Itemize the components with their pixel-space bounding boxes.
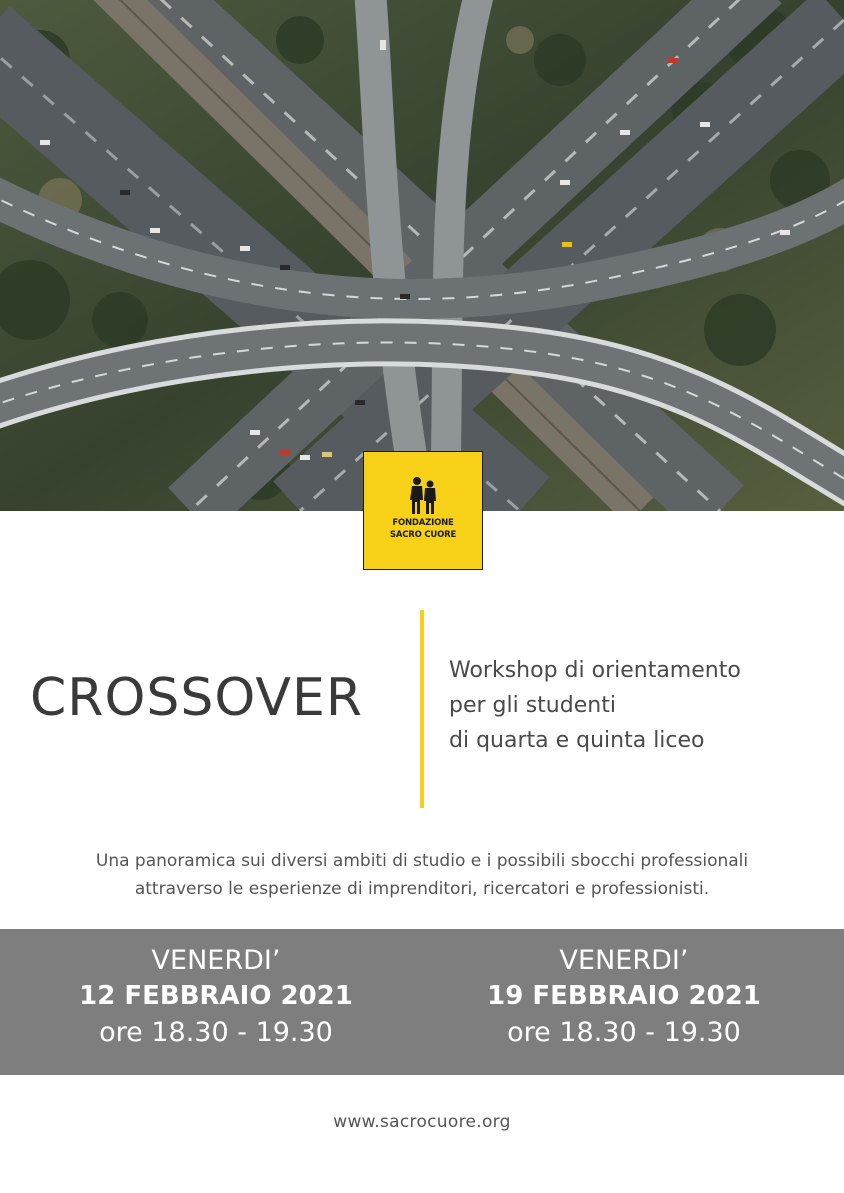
children-silhouette-icon: [408, 476, 438, 516]
hero-photo-highway-interchange: [0, 0, 844, 511]
event-day: VENERDI’: [559, 945, 689, 976]
logo-text-line2: SACRO CUORE: [389, 530, 457, 540]
event-time: ore 18.30 - 19.30: [99, 1017, 333, 1048]
event-date: 12 FEBBRAIO 2021: [79, 981, 353, 1011]
event-time: ore 18.30 - 19.30: [507, 1017, 741, 1048]
subtitle-line: per gli studenti: [449, 693, 616, 718]
subtitle-line: di quarta e quinta liceo: [449, 728, 705, 753]
subtitle-line: Workshop di orientamento: [449, 658, 741, 683]
event-date-1: [16, 943, 416, 1050]
event-date-2: [424, 943, 824, 1050]
fondazione-sacro-cuore-logo: [363, 451, 483, 570]
logo-text-line1: FONDAZIONE: [392, 518, 454, 528]
dates-band: [0, 929, 844, 1075]
website-link[interactable]: www.sacrocuore.org: [333, 1112, 511, 1132]
event-description: [0, 847, 844, 903]
event-day: VENERDI’: [151, 945, 281, 976]
description-line: attraverso le esperienze di imprenditori, ricercatori e professionisti.: [134, 879, 710, 899]
event-title: CROSSOVER: [30, 668, 363, 728]
event-date: 19 FEBBRAIO 2021: [487, 981, 761, 1011]
event-subtitle: [449, 653, 829, 758]
yellow-divider: [420, 610, 424, 808]
description-line: Una panoramica sui diversi ambiti di studio e i possibili sbocchi professionali: [95, 851, 749, 871]
